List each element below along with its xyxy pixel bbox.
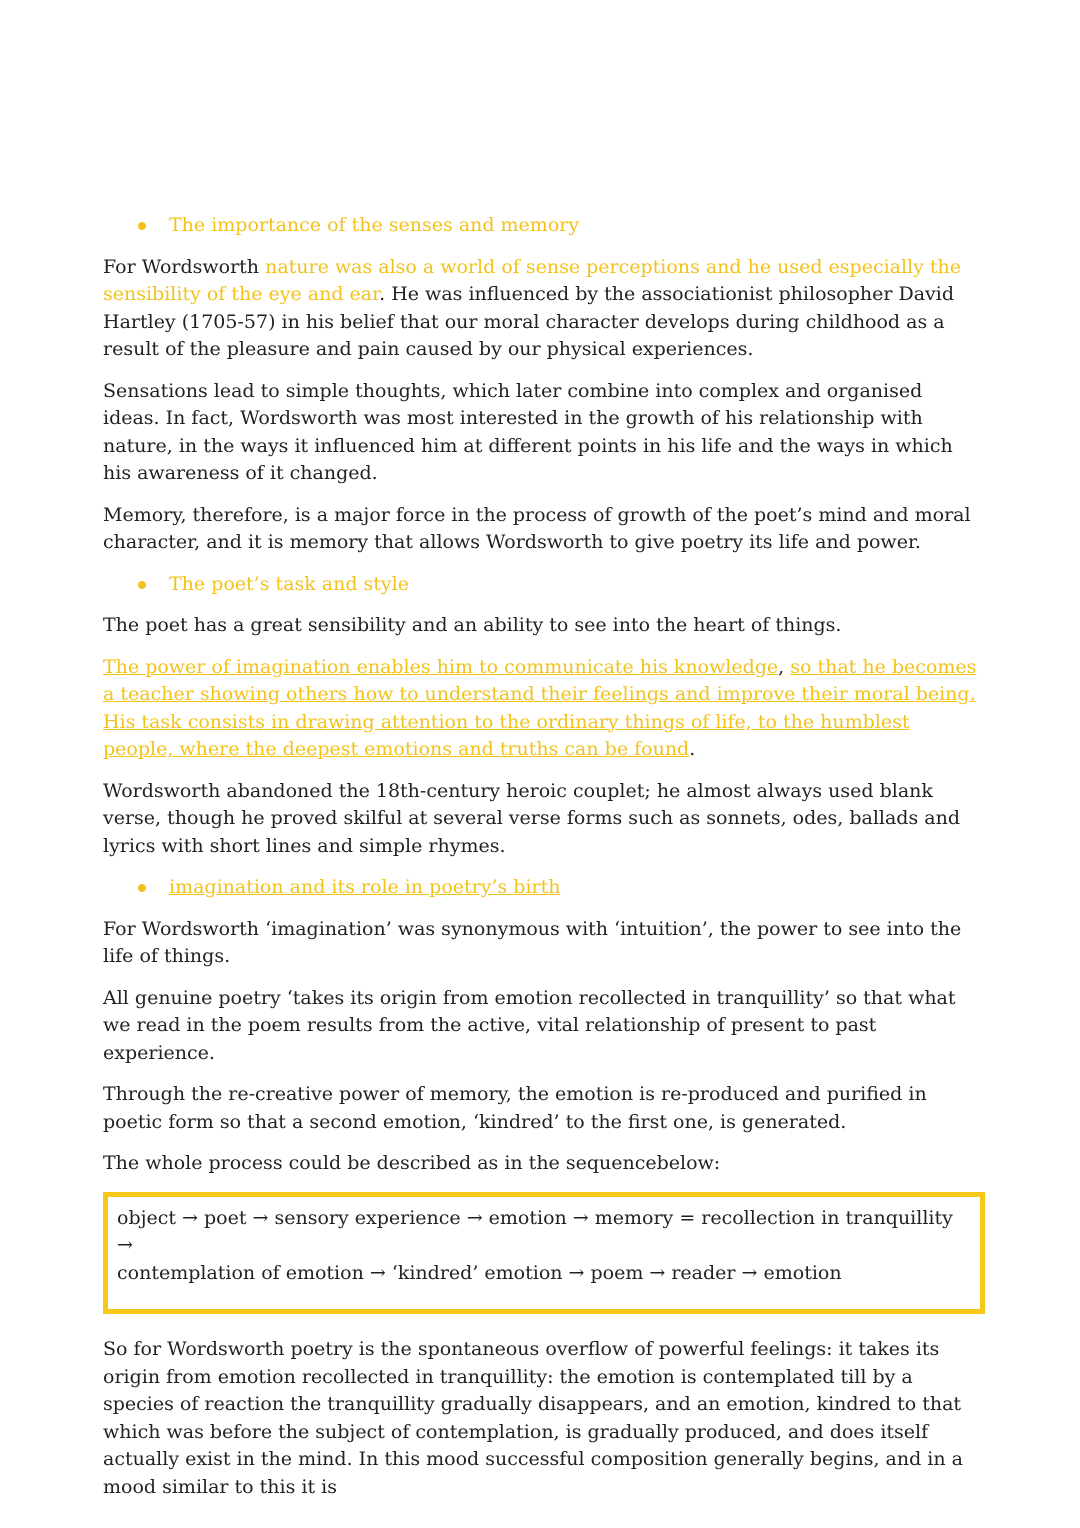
paragraph-imagination-power	[103, 654, 983, 764]
heading-imagination-role: imagination and its role in poetry’s birth	[169, 876, 561, 898]
paragraph-text: For Wordsworth	[103, 255, 266, 278]
highlighted-underlined-text: so that he becomes a teacher showing others how to understand their feelings and improve their moral being. His task consists in drawing attention to the ordinary things of life, to the humblest people, where the deepest emotions and truths can be found	[103, 655, 977, 760]
bullet-heading-task	[103, 571, 983, 599]
paragraph-text: ,	[778, 655, 791, 678]
paragraph-text: . He was influenced by the associationist philosopher David Hartley (1705-57) in his belief that our moral character develops during childhood as a result of the pleasure and pain caused by our physical experiences.	[103, 283, 955, 360]
highlighted-underlined-text: The power of imagination enables him to communicate his knowledge	[103, 655, 779, 678]
bullet-heading-senses	[103, 212, 983, 240]
bullet-dot	[138, 884, 146, 892]
sequence-line-2: contemplation of emotion → ‘kindred’ emotion → poem → reader → emotion	[117, 1261, 842, 1284]
sequence-box	[103, 1192, 985, 1315]
bullet-dot	[138, 581, 146, 589]
paragraph-genuine-poetry: All genuine poetry ‘takes its origin from emotion recollected in tranquillity’ so that what we read in the poem results from the active, vital relationship of present to past experience.	[103, 986, 956, 1064]
paragraph-sense-perceptions	[103, 254, 983, 364]
paragraph-verse-forms: Wordsworth abandoned the 18th-century heroic couplet; he almost always used blank verse, though he proved skilful at several verse forms such as sonnets, odes, ballads and lyrics with short lines and simple rhymes.	[103, 779, 960, 857]
sequence-line-1: object → poet → sensory experience → emotion → memory = recollection in tranquillity →	[117, 1206, 953, 1256]
paragraph-text: .	[689, 738, 696, 760]
heading-poet-task-style: The poet’s task and style	[169, 572, 409, 595]
bullet-heading-imagination	[103, 874, 983, 902]
paragraph-poet-sensibility: The poet has a great sensibility and an ability to see into the heart of things.	[103, 614, 842, 636]
paragraph-memory: Memory, therefore, is a major force in the process of growth of the poet’s mind and moral character, and it is memory that allows Wordsworth to give poetry its life and power.	[103, 503, 971, 553]
paragraph-re-creative-power: Through the re-creative power of memory, the emotion is re-produced and purified in poetic form so that a second emotion, ‘kindred’ to the first one, is generated.	[103, 1083, 927, 1133]
document-page	[103, 212, 983, 1515]
bullet-dot	[138, 222, 146, 230]
highlighted-text: nature was also a world of sense perceptions and he used especially the sensibility of the eye and ear	[103, 255, 962, 305]
paragraph-imagination-intuition: For Wordsworth ‘imagination’ was synonymous with ‘intuition’, the power to see into the life of things.	[103, 917, 962, 967]
paragraph-sensations: Sensations lead to simple thoughts, which later combine into complex and organised ideas. In fact, Wordsworth was most interested in the growth of his relationship with nature, in the ways it influenced him at different points in his life and the ways in which his awareness of it changed.	[103, 379, 953, 484]
heading-senses-memory: The importance of the senses and memory	[169, 214, 580, 236]
paragraph-spontaneous-overflow: So for Wordsworth poetry is the spontaneous overflow of powerful feelings: it takes its origin from emotion recollected in tranquillity: the emotion is contemplated till by a species of reaction the tranquillity gradually disappears, and an emotion, kindred to that which was before the subject of contemplation, is gradually produced, and does itself actually exist in the mind. In this mood successful composition generally begins, and in a mood similar to this it is	[103, 1338, 963, 1498]
paragraph-sequence-intro: The whole process could be described as in the sequencebelow:	[103, 1152, 721, 1174]
